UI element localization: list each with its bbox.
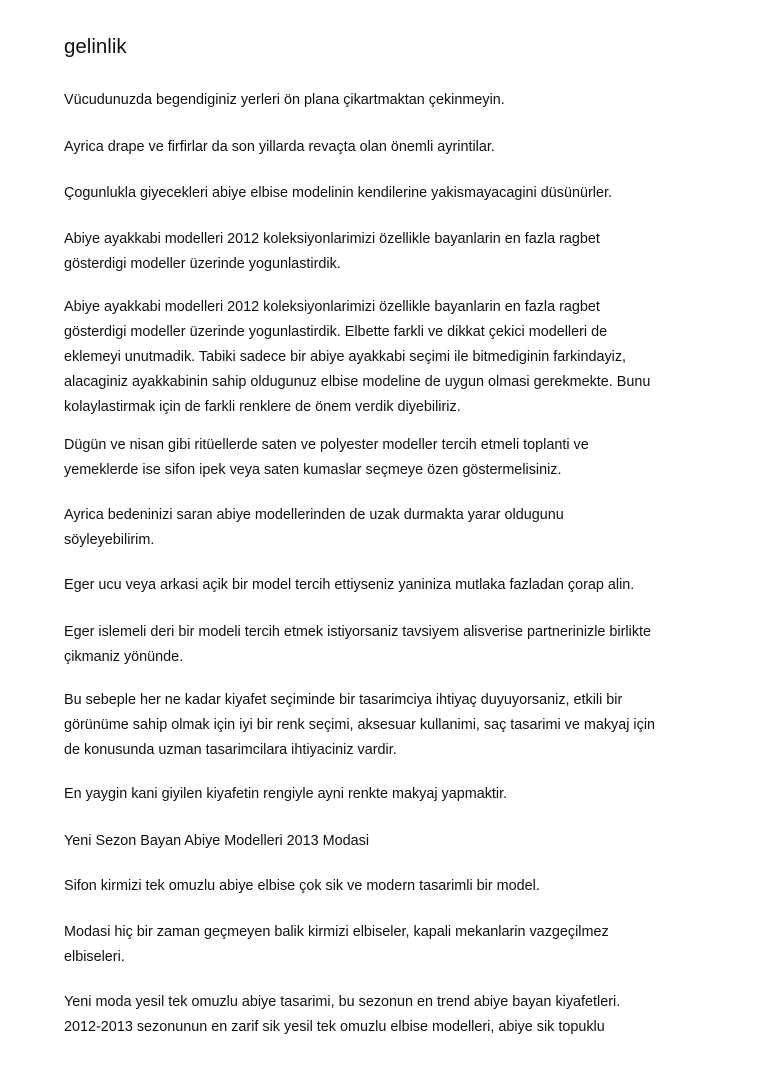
paragraph-1 [64,88,724,113]
paragraph-line: kolaylastirmak için de farkli renklere de önem verdik diyebiliriz. [64,399,461,415]
paragraph-line: eklemeyi unutmadik. Tabiki sadece bir abiye ayakkabi seçimi ile bitmediginin farkindayiz, [64,349,627,365]
paragraph-line: alacaginiz ayakkabinin sahip oldugunuz elbise modeline de uygun olmasi gerekmekte. Bunu [64,374,651,390]
paragraph-line: Modasi hiç bir zaman geçmeyen balik kirmizi elbiseler, kapali mekanlarin vazgeçilmez [64,924,609,940]
document-title: gelinlik [64,35,127,58]
paragraph-line: En yaygin kani giyilen kiyafetin rengiyle ayni renkte makyaj yapmaktir. [64,786,508,802]
paragraph-line: Abiye ayakkabi modelleri 2012 koleksiyonlarimizi özellikle bayanlarin en fazla ragbet [64,299,600,315]
paragraph-line: Ayrica bedeninizi saran abiye modellerinden de uzak durmakta yarar oldugunu [64,507,564,523]
paragraph-line: yemeklerde ise sifon ipek veya saten kumaslar seçmeye özen göstermelisiniz. [64,462,562,478]
paragraph-2 [64,135,724,160]
paragraph-10 [64,688,724,763]
paragraph-line: Eger ucu veya arkasi açik bir model tercih ettiyseniz yaniniza mutlaka fazladan çorap alin. [64,577,635,593]
paragraph-15 [64,990,724,1040]
paragraph-line: Eger islemeli deri bir modeli tercih etmek istiyorsaniz tavsiyem alisverise partnerinizle birlikte [64,624,652,640]
paragraph-line: Çogunlukla giyecekleri abiye elbise modelinin kendilerine yakismayacagini düsünürler. [64,185,612,201]
paragraph-line: gösterdigi modeller üzerinde yogunlastirdik. Elbette farkli ve dikkat çekici modelleri de [64,324,608,340]
paragraph-12 [64,829,724,854]
paragraph-4 [64,227,724,277]
paragraph-3 [64,181,724,206]
paragraph-line: söyleyebilirim. [64,532,155,548]
paragraph-line: çikmaniz yönünde. [64,649,184,665]
paragraph-line: Bu sebeple her ne kadar kiyafet seçiminde bir tasarimciya ihtiyaç duyuyorsaniz, etkili bir [64,692,623,708]
paragraph-5 [64,295,724,420]
paragraph-11 [64,782,724,807]
paragraph-line: Dügün ve nisan gibi ritüellerde saten ve polyester modeller tercih etmeli toplanti ve [64,437,589,453]
paragraph-line: Abiye ayakkabi modelleri 2012 koleksiyonlarimizi özellikle bayanlarin en fazla ragbet [64,231,600,247]
paragraph-line: görünüme sahip olmak için iyi bir renk seçimi, aksesuar kullanimi, saç tasarimi ve makyaj için [64,717,656,733]
paragraph-line: gösterdigi modeller üzerinde yogunlastirdik. [64,256,341,272]
paragraph-13 [64,874,724,899]
paragraph-14 [64,920,724,970]
paragraph-line: Sifon kirmizi tek omuzlu abiye elbise çok sik ve modern tasarimli bir model. [64,878,540,894]
paragraph-line: Ayrica drape ve firfirlar da son yillarda revaçta olan önemli ayrintilar. [64,139,495,155]
paragraph-line: Yeni moda yesil tek omuzlu abiye tasarimi, bu sezonun en trend abiye bayan kiyafetleri. [64,994,621,1010]
paragraph-line: 2012-2013 sezonunun en zarif sik yesil tek omuzlu elbise modelleri, abiye sik topuklu [64,1019,605,1035]
paragraph-line: elbiseleri. [64,949,125,965]
paragraph-8 [64,573,724,598]
paragraph-9 [64,620,724,670]
paragraph-line: Vücudunuzda begendiginiz yerleri ön plana çikartmaktan çekinmeyin. [64,92,505,108]
paragraph-7 [64,503,724,553]
paragraph-line: de konusunda uzman tasarimcilara ihtiyaciniz vardir. [64,742,397,758]
paragraph-line: Yeni Sezon Bayan Abiye Modelleri 2013 Modasi [64,833,370,849]
paragraph-6 [64,433,724,483]
